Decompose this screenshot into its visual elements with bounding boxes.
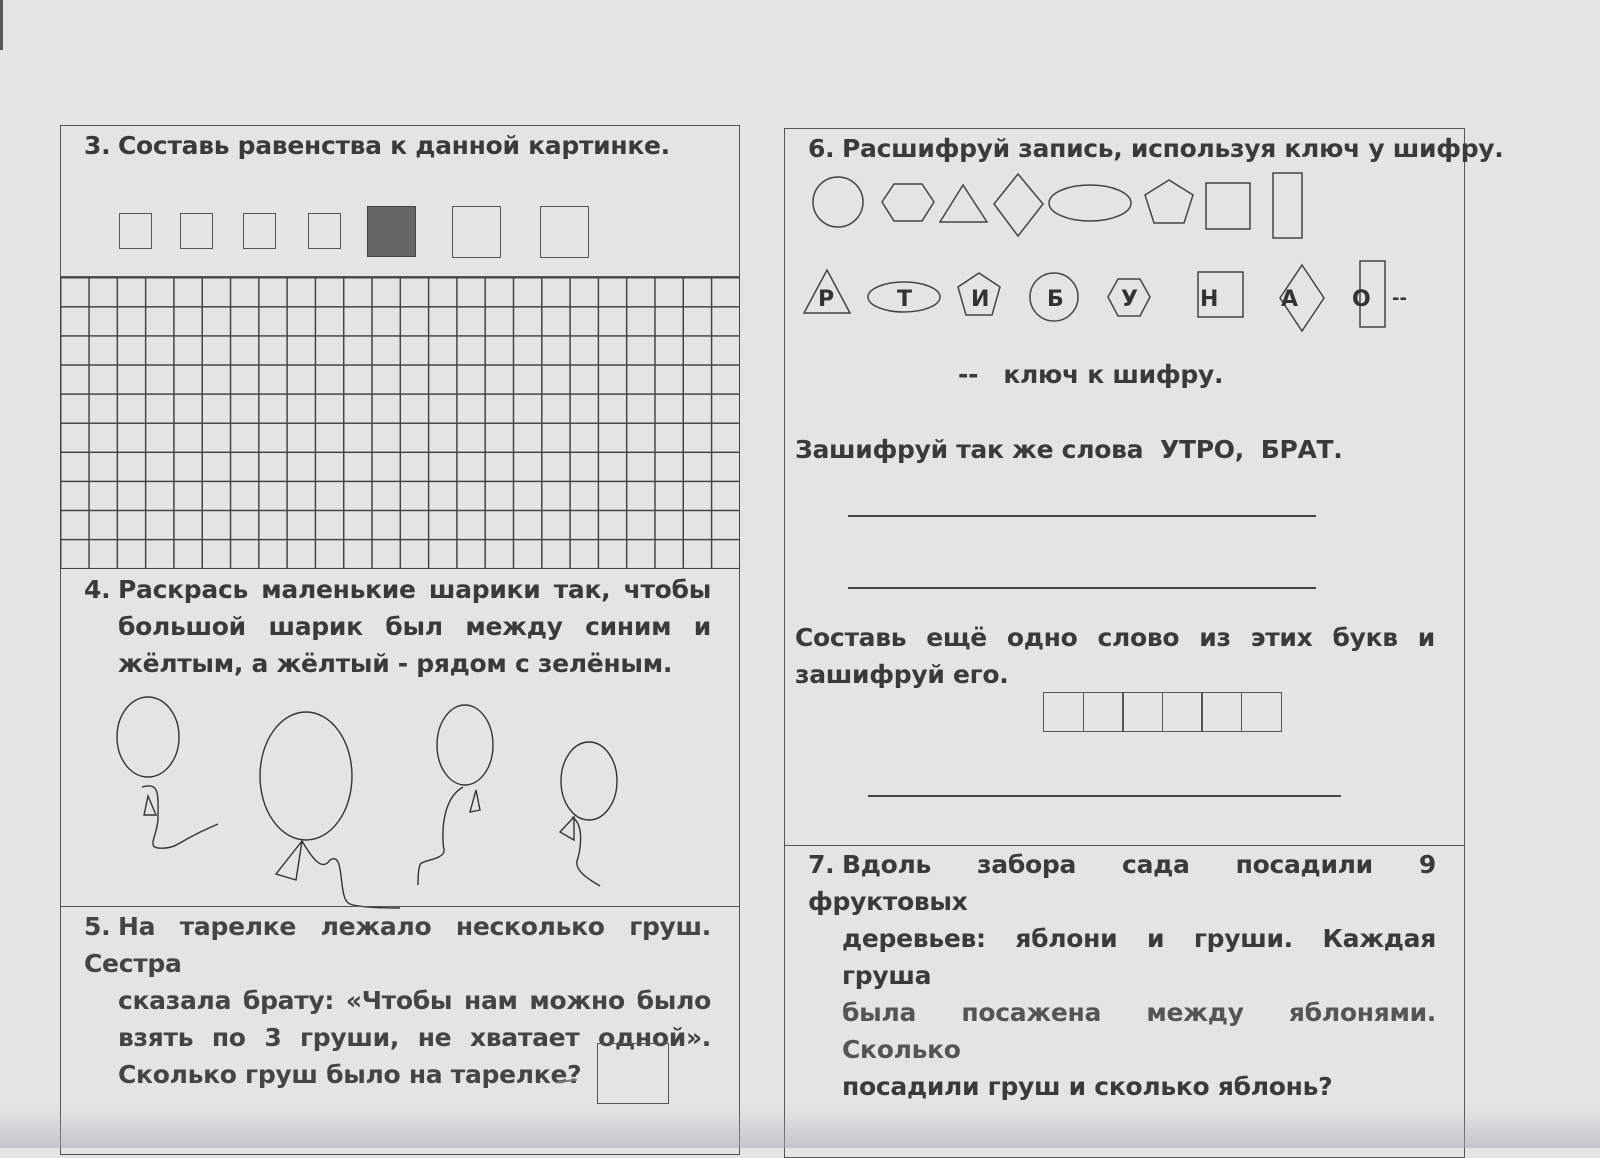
letter-box[interactable] (1043, 692, 1084, 732)
task6-number: 6. (808, 134, 835, 163)
balloon-large-icon[interactable] (260, 712, 400, 908)
svg-text:Т: Т (897, 287, 913, 312)
ellipse-icon (1049, 185, 1131, 221)
task7-text: 7. Вдоль забора сада посадили 9 фруктовых деревьев: яблони и груши. Каждая груша была посажена между яблонями. Сколько посадили груш и сколько яблонь? (808, 850, 1436, 1101)
small-square (308, 213, 341, 249)
svg-text:О: О (1352, 287, 1371, 312)
cipher-key-caption: -- ключ к шифру. (958, 360, 1224, 389)
small-square (180, 213, 213, 249)
scan-edge (0, 0, 3, 50)
answer-line-2[interactable] (848, 587, 1316, 589)
scan-shadow (0, 1108, 1600, 1148)
svg-text:И: И (971, 287, 990, 312)
hexagon-icon (882, 184, 934, 221)
svg-text:--: -- (1392, 288, 1407, 309)
balloon-icon[interactable] (418, 705, 493, 885)
svg-text:Р: Р (818, 287, 835, 312)
diamond-icon (994, 174, 1043, 236)
cipher-message (790, 255, 1440, 335)
balloons-drawing (60, 690, 750, 910)
answer-line-3[interactable] (868, 795, 1341, 797)
encode-prompt: Зашифруй так же слова УТРО, БРАТ. (795, 435, 1343, 464)
triangle-icon (940, 185, 987, 222)
graph-paper-grid[interactable] (60, 277, 740, 569)
large-square (452, 206, 501, 258)
svg-text:А: А (1281, 287, 1299, 312)
task5-text: 5. На тарелке лежало несколько груш. Сестра сказала брату: «Чтобы нам можно было взять по 3 груши, не хватает одной». Сколько груш было на тарелке? (84, 912, 711, 1089)
circle-icon (813, 177, 863, 227)
letter-box[interactable] (1162, 692, 1203, 732)
task3-number: 3. (84, 131, 111, 160)
compose-prompt: Составь ещё одно слово из этих букв и зашифруй его. (795, 623, 1435, 689)
small-square (119, 213, 152, 249)
svg-text:Б: Б (1047, 287, 1064, 312)
pentagon-icon (1145, 180, 1193, 223)
letter-box[interactable] (1241, 692, 1282, 732)
balloon-icon[interactable] (117, 697, 218, 848)
task4-text: 4. Раскрась маленькие шарики так, чтобы большой шарик был между синим и жёлтым, а жёлтый - рядом с зелёным. (84, 575, 711, 678)
cipher-key-shapes (780, 170, 1340, 245)
letter-box[interactable] (1083, 692, 1124, 732)
balloon-icon[interactable] (560, 742, 617, 886)
small-square (243, 213, 276, 249)
svg-text:Н: Н (1200, 287, 1219, 312)
filled-square (367, 206, 416, 257)
svg-text:У: У (1121, 287, 1138, 312)
letter-box[interactable] (1201, 692, 1242, 732)
letter-boxes (1043, 692, 1282, 732)
divider (60, 906, 740, 907)
answer-box[interactable] (597, 1043, 669, 1104)
tall-rectangle-icon (1273, 173, 1302, 238)
large-square (540, 206, 589, 258)
letter-box[interactable] (1122, 692, 1163, 732)
task6-title: 6. Расшифруй запись, используя ключ у шифру. (808, 130, 1504, 167)
square-icon (1206, 183, 1250, 229)
answer-line-1[interactable] (848, 515, 1316, 517)
task3-title: 3. Составь равенства к данной картинке. (84, 127, 670, 164)
